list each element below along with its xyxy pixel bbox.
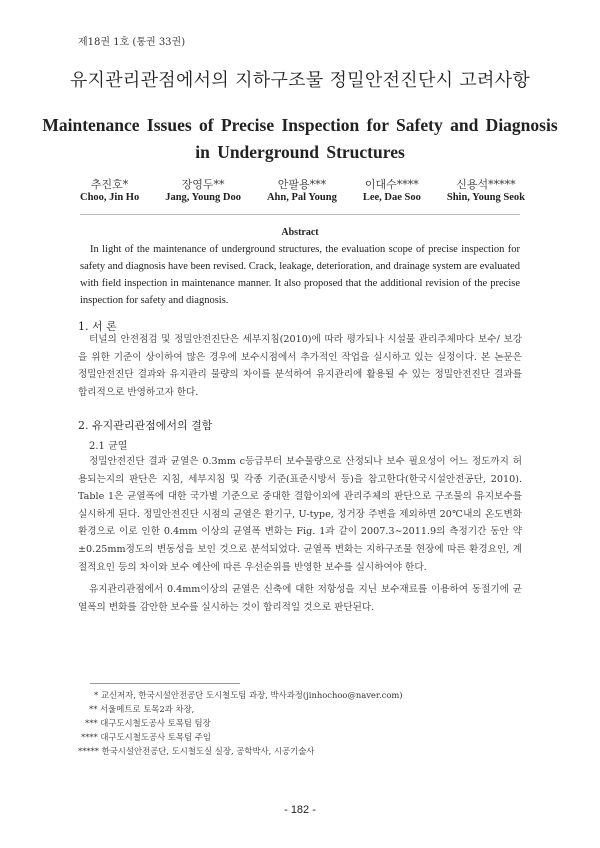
- author-name-korean: 이대수****: [364, 178, 419, 191]
- author-name-korean: 장영두**: [181, 178, 225, 191]
- crack-paragraph-2: 유지관리관점에서 0.4mm이상의 균열은 신축에 대한 저항성을 지닌 보수재료를 이용하여 동절기에 균열폭의 변화를 감안한 보수를 실시하는 것이 합리적일 것으로 판단된다.: [78, 584, 522, 613]
- author-name-english: Shin, Young Seok: [446, 192, 525, 203]
- title-english: Maintenance Issues of Precise Inspection for Safety and Diagnosis in Underground Structures: [42, 115, 558, 162]
- crack-paragraph: 정밀안전진단 결과 균열은 0.3mm c등급부터 보수물량으로 산정되나 보수 필요성이 어느 정도까지 허용되는지의 판단은 지침, 세부지침 및 각종 기준(표준시방서 등)을 참고한다(한국시설안전공단, 2010). Table 1은 균열폭에 대한 국가별 기준으로 중대한 결함이외에 관리주체의 판단으로 구조물의 유지보수를 실시하게 된다. 정밀안전진단 시점의 균열은 환기구, U-type, 정거장 주변을 제외하면 20℃내의 온도변화 환경으로 이로 인한 0.4mm 이상의 균열폭 변화는 Fig. 1과 같이 2007.3∼2011.9의 측정기간 동안 약 ±0.25mm정도의 변동성을 보인 것으로 분석되었다. 균열폭 변화는 지하구조물 현장에 따른 환경요인, 계절적요인 등의 차이와 보수 예산에 따른 우선순위를 반영한 보수를 실시하여야 한다.: [78, 456, 522, 573]
- footnotes: [78, 688, 403, 758]
- author: [363, 176, 421, 203]
- author-list: [80, 176, 525, 203]
- footnote: *** 대구도시철도공사 토목팀 팀장: [85, 718, 211, 728]
- subsection-heading-crack: 2.1 균열: [89, 441, 128, 452]
- introduction-paragraph: 터널의 안전점검 및 정밀안전진단은 세부지침(2010)에 따라 평가되나 시설물 관리주체마다 보수/ 보강을 위한 기준이 상이하여 많은 경우에 보수시점에서 추가적인 작업을 실시하고 있는 실정이다. 본 논문은 정밀안전진단 결과와 유지관리 물량의 차이를 분석하여 유지관리에 활용될 수 있는 정밀안전진단 결과를 합리적으로 반영하고자 한다.: [78, 334, 522, 398]
- title-korean: 유지관리관점에서의 지하구조물 정밀안전진단시 고려사항: [69, 70, 531, 91]
- author-name-korean: 신용석*****: [456, 178, 516, 191]
- author-name-english: Lee, Dae Soo: [362, 192, 421, 203]
- section-heading-introduction: 1. 서 론: [78, 320, 117, 333]
- author-name-english: Choo, Jin Ho: [80, 192, 140, 203]
- author: [267, 176, 337, 203]
- abstract-heading: Abstract: [281, 227, 319, 238]
- author: [447, 176, 525, 203]
- footnote: * 교신저자, 한국시설안전공단 도시철도팀 과장, 박사과정(jinhochoo@naver.com): [94, 690, 403, 700]
- abstract-text: In light of the maintenance of underground structures, the evaluation scope of precise inspection for safety and diagnosis have been revised. Crack, leakage, deterioration, and drainage system are evaluated with field inspection in maintenance manner. It also proposed that the additional revision of the precise inspection for safety and diagnosis.: [80, 244, 520, 306]
- author-name-korean: 안팔용***: [277, 178, 327, 191]
- footnote-divider: [90, 683, 240, 684]
- footnote: ***** 한국시설안전공단, 도시철도실 실장, 공학박사, 시공기술사: [78, 746, 315, 756]
- author-name-english: Ahn, Pal Young: [266, 192, 337, 203]
- volume-info: 제18권 1호 (통권 33권): [78, 37, 186, 48]
- page-number: - 182 -: [284, 804, 316, 816]
- section-heading-defects: 2. 유지관리관점에서의 결함: [78, 419, 213, 432]
- footnote: ** 서울메트로 토목2과 차장,: [89, 704, 195, 714]
- divider: [80, 214, 520, 215]
- author: [80, 176, 139, 203]
- author: [165, 176, 241, 203]
- footnote: **** 대구도시철도공사 토목팀 주임: [81, 732, 211, 742]
- author-name-english: Jang, Young Doo: [165, 192, 241, 203]
- author-name-korean: 추진호*: [90, 178, 129, 191]
